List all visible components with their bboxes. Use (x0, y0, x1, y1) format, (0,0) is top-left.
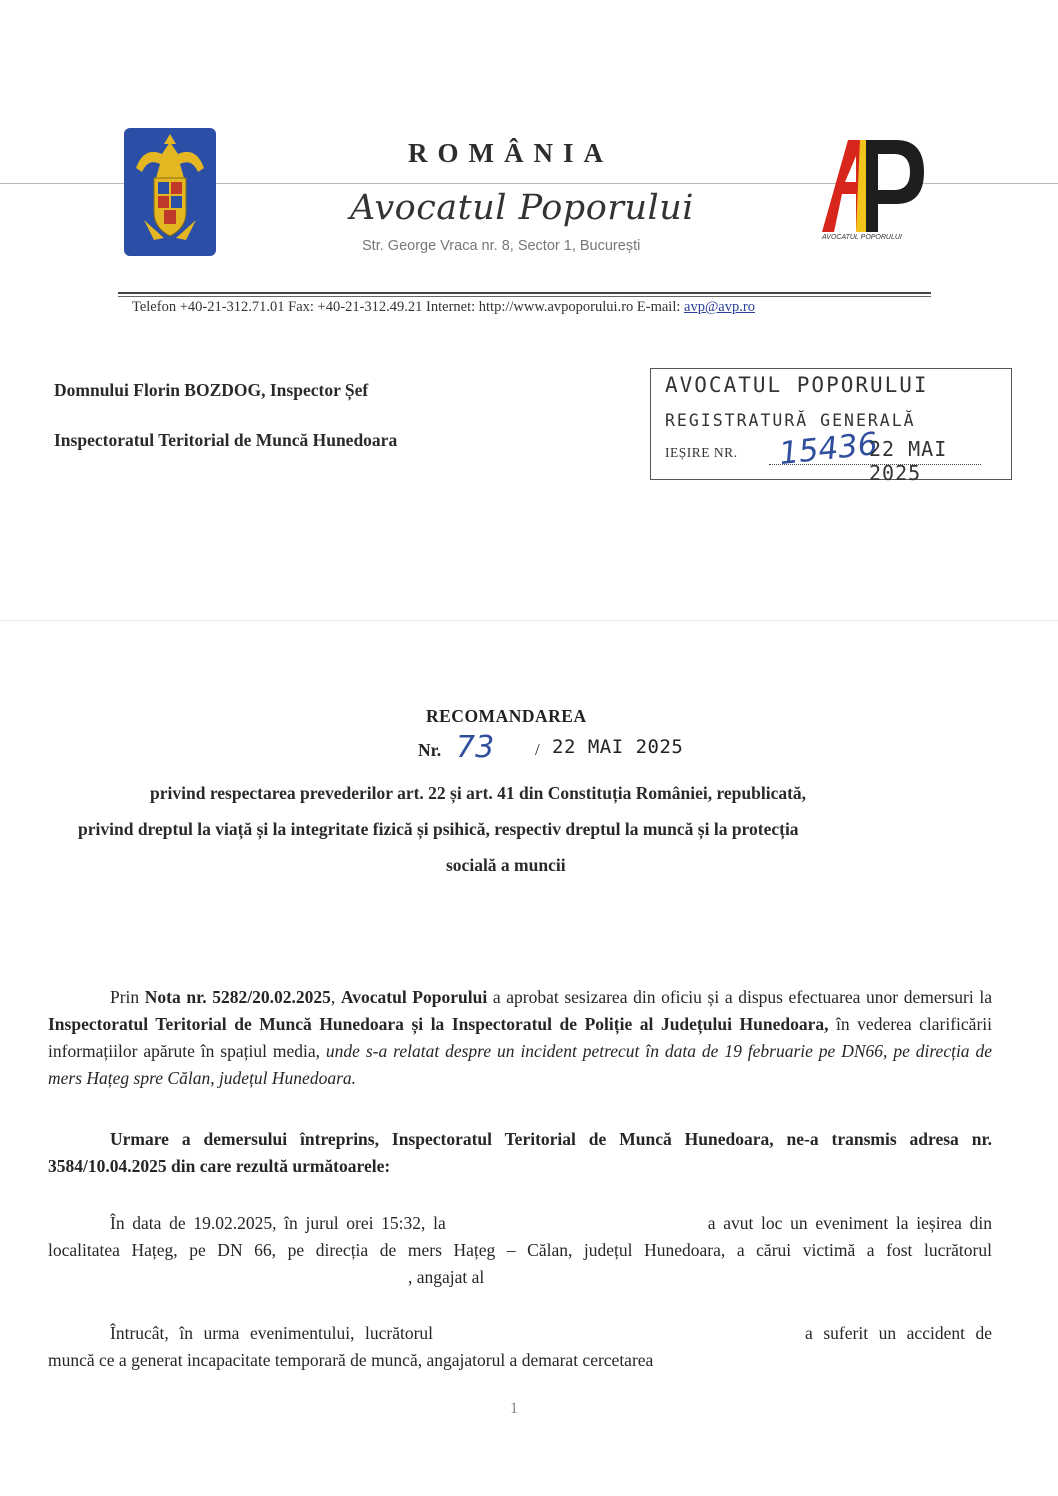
stamp-title: AVOCATUL POPORULUI (665, 373, 929, 397)
p1-text-c: , (330, 987, 341, 1007)
registry-stamp (650, 368, 1012, 485)
p3-text-c: , angajat al (408, 1267, 485, 1287)
p4-text-c: accident de muncă ce a generat incapacitate temporară de muncă, angajatorul a demarat cercetarea (48, 1323, 993, 1370)
contact-rule-thin (118, 296, 931, 297)
p2-text: Urmare a demersului întreprins, Inspectoratul Teritorial de Muncă Hunedoara, ne-a transmis adresa nr. 3584/10.04.2025 din care rezultă următoarele: (48, 1129, 992, 1176)
stamp-exit-number: 15436 (777, 425, 880, 473)
p1-inspectorates: Inspectoratul Teritorial de Muncă Hunedoara și la Inspectoratul de Poliție al Județului Hunedoara, (48, 1014, 829, 1034)
p3-text-b: a avut loc un eveniment la ieșirea din localitatea Hațeg, pe DN 66, pe direcția de mers Hațeg – Călan, județul Hunedoara, a cărui victimă a fost lucrătorul (48, 1213, 992, 1260)
addressee-institution: Inspectoratul Teritorial de Muncă Hunedoara (54, 430, 398, 450)
stamp-date: 22 MAI 2025 (869, 437, 948, 485)
addressee-name: Domnului Florin BOZDOG, Inspector Șef (54, 380, 369, 400)
p1-institution: Avocatul Poporului (340, 987, 488, 1007)
p1-text-e: a aprobat sesizarea din oficiu și a dispus efectuarea unor demersuri la (487, 987, 992, 1007)
page-number: 1 (510, 1400, 518, 1417)
subtitle-line-2: privind dreptul la viață și la integritate fizică și psihică, respectiv dreptul la muncă și la protecția (78, 819, 799, 839)
number-label: Nr. (418, 740, 442, 760)
p4-text-a: Întrucât, în urma evenimentului, lucrătorul (110, 1323, 434, 1343)
paragraph-1 (48, 984, 992, 1092)
stamp-dotted-line (769, 464, 981, 465)
p4-text-b: a suferit un (805, 1323, 897, 1343)
p1-text-a: Prin (110, 987, 145, 1007)
romania-coat-of-arms-icon (124, 128, 216, 256)
document-title: RECOMANDAREA (426, 706, 587, 726)
country-name: ROMÂNIA (408, 138, 613, 168)
number-separator: / (535, 740, 540, 759)
subtitle-line-3: socială a muncii (446, 855, 566, 875)
paragraph-4 (48, 1320, 992, 1374)
recommendation-date: 22 MAI 2025 (552, 736, 684, 758)
p3-text-a: În data de 19.02.2025, în jurul orei 15:32, la (110, 1213, 446, 1233)
institution-name: Avocatul Poporului (350, 188, 694, 228)
contact-text: Telefon +40-21-312.71.01 Fax: +40-21-312.49.21 Internet: http://www.avpoporului.ro E-mail: (132, 299, 685, 315)
page-separator (0, 620, 1058, 621)
p1-note-ref: Nota nr. 5282/20.02.2025 (144, 987, 331, 1007)
p1-incident-description: unde s-a relatat despre un incident petrecut în data de 19 februarie pe DN66, pe direcția de mers Hațeg spre Călan, județul Hunedoara. (48, 1041, 992, 1088)
contact-rule (118, 292, 931, 294)
subtitle-line-1: privind respectarea prevederilor art. 22 și art. 41 din Constituția României, republicată, (150, 783, 807, 803)
contact-line (132, 299, 755, 316)
email-link[interactable]: avp@avp.ro (684, 299, 755, 315)
p1-text-g: în vederea clarificării informațiilor apărute în spațiul media, (48, 1014, 992, 1061)
recommendation-number: 73 (456, 730, 495, 765)
logo-caption: AVOCATUL POPORULUI (822, 234, 902, 241)
paragraph-2 (48, 1126, 992, 1180)
paragraph-3 (48, 1210, 992, 1291)
stamp-registry: REGISTRATURĂ GENERALĂ (665, 411, 916, 430)
institution-address: Str. George Vraca nr. 8, Sector 1, București (362, 238, 641, 254)
avocatul-poporului-logo-icon (812, 132, 928, 248)
stamp-exit-label: IEȘIRE NR. (665, 445, 738, 460)
